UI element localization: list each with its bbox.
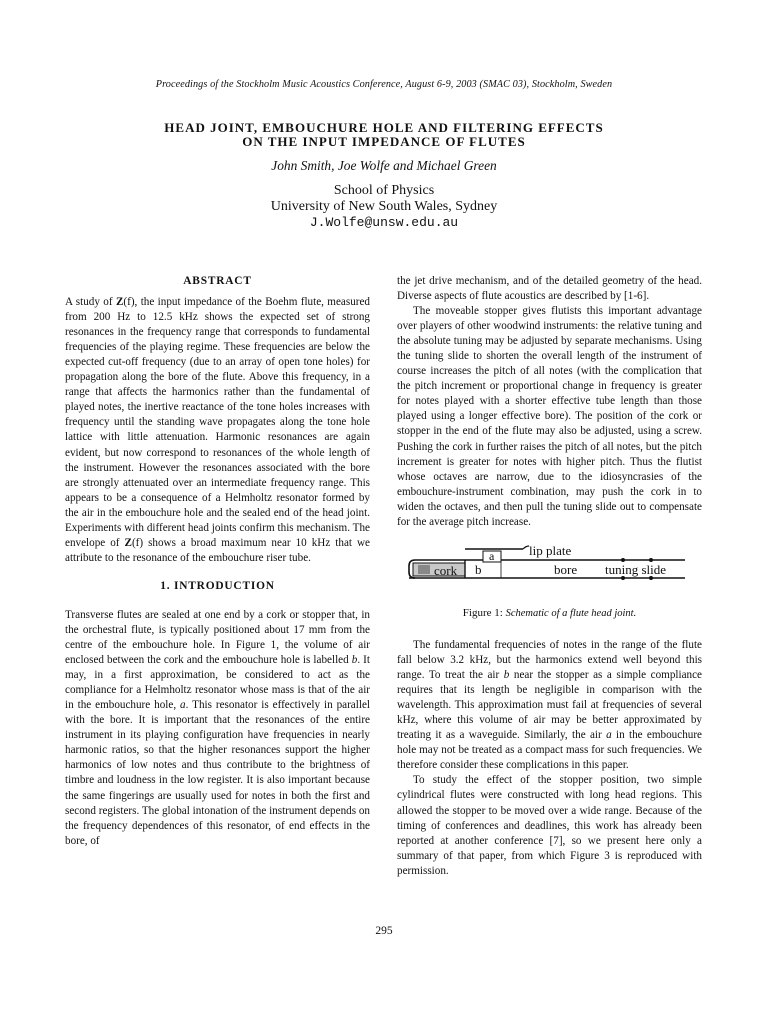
figure-label-bore: bore	[554, 562, 578, 577]
paper-title	[0, 121, 768, 149]
figure-1-caption: Figure 1: Schematic of a flute head joint.	[462, 607, 637, 619]
figure-label-tuning-slide: tuning slide	[605, 562, 667, 577]
affiliation-school: School of Physics	[333, 183, 435, 198]
running-head: Proceedings of the Stockholm Music Acoustics Conference, August 6-9, 2003 (SMAC 03), Stockholm, Sweden	[155, 79, 613, 90]
introduction-text: Transverse flutes are sealed at one end by a cork or stopper that, in the orchestral flute, is typically positioned about 17 mm from the centre of the embouchure hole. In Figure 1, the volume of air enclosed between the cork and the embouchure hole is labelled b. It may, in a first approximation, be considered to act as the compliance for a Helmholtz resonator whose mass is that of the air in the embouchure hole, a. This resonator is effectively in parallel with the bore. It is important that the resonances of the entire instrument in its playing configuration have frequencies in nearly harmonic ratios, so that the higher resonances support the higher harmonics of low notes and thus contribute to the brightness of timbre and loudness in the low register. It is also important because the same fingerings are usually used for notes in both the first and second registers. The global intonation of the instrument depends on the frequency dependences of this resonator, of end effects in the bore, of	[65, 608, 370, 847]
right-paragraph-2: The moveable stopper gives flutists this important advantage over players of other woodwind instruments: the relative tuning and the absolute tuning may be adjusted by separate mechanisms. Using the tuning slide to shorten the overall length of the instrument of course increases the pitch of all notes (with the complication that the pitch increment or proportional change in frequency is greater for notes played with a shorter effective tube length than those played using a longer effective bore). The position of the cork or stopper in the end of the flute may also be adjusted, using a screw. Pushing the cork in further raises the pitch of all notes, but the pitch increment is greater for notes with higher pitch. Thus the flutist whose octaves are narrow, due to the idiosyncrasies of the embouchure-instrument combination, may push the cork in to widen the octaves, and then pull the tuning slide out to compensate for the average pitch increase.	[397, 305, 702, 528]
title-line-1: HEAD JOINT, EMBOUCHURE HOLE AND FILTERING EFFECTS	[164, 120, 604, 135]
introduction-heading: 1. INTRODUCTION	[160, 579, 275, 592]
page-number: 295	[375, 925, 393, 937]
right-paragraph-4: To study the effect of the stopper position, two simple cylindrical flutes were constructed with long head regions. This allowed the stopper to be moved over a wide range. Because of the timing of conferences and deadlines, this work has already been reported at another conference [7], so we present here only a summary of that paper, from which Figure 3 is reproduced with permission.	[397, 774, 702, 877]
cork-screw	[418, 565, 430, 574]
right-paragraph-1: the jet drive mechanism, and of the detailed geometry of the head. Diverse aspects of flute acoustics are described by [1-6].	[397, 275, 702, 303]
author-email: J.Wolfe@unsw.edu.au	[309, 215, 459, 230]
right-column-bottom	[397, 638, 702, 879]
authors: John Smith, Joe Wolfe and Michael Green	[271, 158, 497, 173]
figure-label-b: b	[475, 562, 482, 577]
affiliation-university: University of New South Wales, Sydney	[270, 199, 498, 214]
left-column	[65, 274, 370, 849]
right-paragraph-3: The fundamental frequencies of notes in the range of the flute fall below 3.2 kHz, but the harmonics extend well beyond this range. To treat the air b near the stopper as a simple compliance requires that its length be negligible in comparison with the wavelength. This approximation must fail at frequencies of several kHz, where this volume of air may be better approximated by treating it as a waveguide. Similarly, the air a in the embouchure hole may not be treated as a compact mass for such frequencies. We therefore consider these complications in this paper.	[397, 639, 702, 772]
abstract-heading: ABSTRACT	[183, 275, 252, 287]
title-line-2: ON THE INPUT IMPEDANCE OF FLUTES	[242, 134, 526, 149]
figure-1-schematic	[405, 543, 695, 585]
affiliation	[0, 183, 768, 231]
abstract-text: A study of Z(f), the input impedance of the Boehm flute, measured from 200 Hz to 12.5 kHz shows the expected set of strong resonances in the frequency range that corresponds to fundamental frequencies of the playing regime. These frequencies are below the expected cut-off frequency (due to an array of open tone holes) for propagation along the bore of the flute. Above this frequency, in a range that affects the harmonics rather than the fundamental of played notes, the inertive reactance of the tone holes increases with frequency until the standing wave propagates along the tone hole lattice with little attenuation. Harmonic resonances are again evident, but now correspond to resonances of the whole length of the instrument. However the resonances associated with the bore are strongly attenuated over an intermediate frequency range. This appears to be a consequence of a Helmholtz resonator formed by the air in the embouchure hole and the sealed end of the head joint. Experiments with different head joints confirm this mechanism. The envelope of Z(f) shows a broad maximum near 10 kHz that we attribute to the resonance of the embouchure riser tube.	[65, 296, 371, 564]
right-column-top	[397, 274, 702, 530]
figure-label-cork: cork	[434, 563, 458, 578]
figure-label-a: a	[489, 549, 495, 563]
figure-label-lip-plate: lip plate	[529, 543, 572, 558]
